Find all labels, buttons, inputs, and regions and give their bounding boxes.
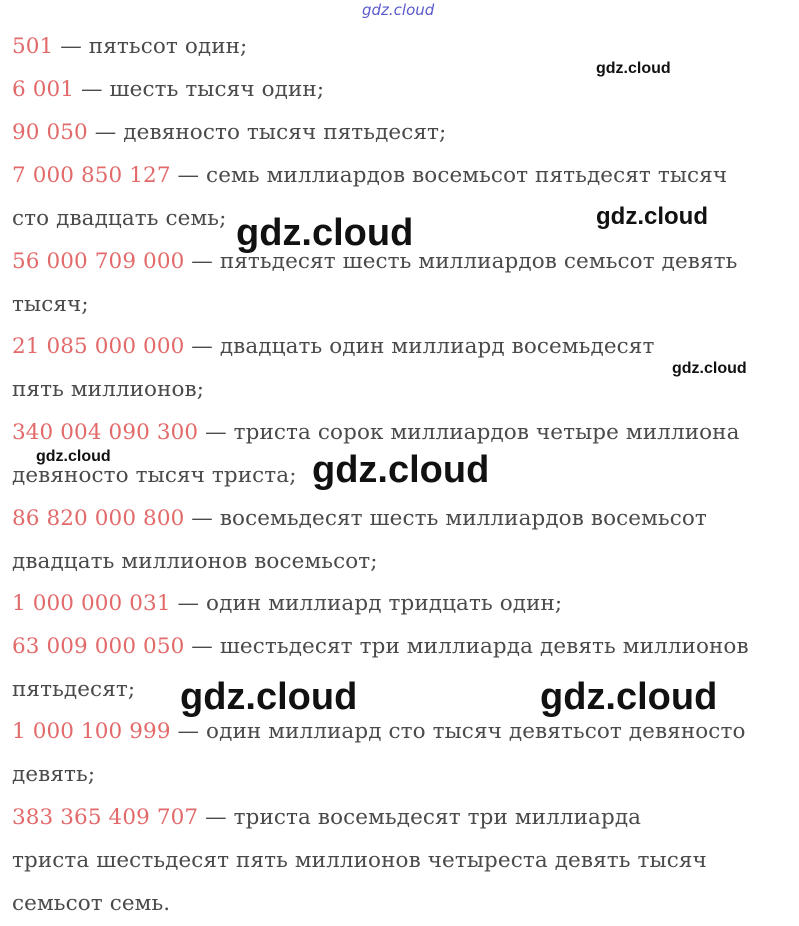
number-words: — пятьсот один;	[53, 34, 248, 59]
number-words: девяносто тысяч триста;	[12, 463, 297, 488]
number-value: 501	[12, 34, 54, 59]
number-words: семьсот семь.	[12, 891, 171, 916]
number-value: 383 365 409 707	[12, 805, 199, 830]
number-words: — девяносто тысяч пятьдесят;	[87, 120, 447, 145]
number-line	[12, 504, 707, 534]
number-words: — восемьдесят шесть миллиардов восемьсот	[184, 506, 707, 531]
continuation-line	[12, 461, 297, 491]
number-value: 7 000 850 127	[12, 163, 171, 188]
number-words: — пятьдесят шесть миллиардов семьсот девять	[184, 249, 738, 274]
number-words: триста шестьдесят пять миллионов четыреста девять тысяч	[12, 848, 707, 873]
number-words: — шесть тысяч один;	[74, 77, 325, 102]
number-line	[12, 32, 247, 62]
continuation-line	[12, 375, 204, 405]
number-words: пять миллионов;	[12, 377, 205, 402]
number-line	[12, 161, 727, 191]
continuation-line	[12, 675, 135, 705]
number-value: 340 004 090 300	[12, 420, 199, 445]
number-line	[12, 632, 749, 662]
number-line	[12, 717, 746, 747]
number-words: — двадцать один миллиард восемьдесят	[184, 334, 655, 359]
watermark: gdz.cloud	[596, 60, 671, 77]
number-line	[12, 75, 324, 105]
number-value: 1 000 000 031	[12, 591, 171, 616]
number-words: — один миллиард сто тысяч девятьсот девяносто	[170, 719, 746, 744]
continuation-line	[12, 760, 95, 790]
watermark: gdz.cloud	[36, 448, 111, 465]
number-words: — шестьдесят три миллиарда девять миллионов	[184, 634, 749, 659]
continuation-line	[12, 889, 170, 919]
watermark: gdz.cloud	[672, 360, 747, 377]
number-value: 1 000 100 999	[12, 719, 171, 744]
number-words: пятьдесят;	[12, 677, 136, 702]
number-words: — триста восемьдесят три миллиарда	[198, 805, 642, 830]
number-line	[12, 589, 562, 619]
number-words: сто двадцать семь;	[12, 206, 227, 231]
number-words: — триста сорок миллиардов четыре миллиона	[198, 420, 740, 445]
watermark: gdz.cloud	[236, 212, 414, 254]
watermark: gdz.cloud	[312, 449, 490, 491]
number-line	[12, 803, 641, 833]
number-words: девять;	[12, 762, 96, 787]
watermark: gdz.cloud	[540, 676, 718, 718]
number-value: 56 000 709 000	[12, 249, 185, 274]
number-value: 6 001	[12, 77, 75, 102]
number-words: — семь миллиардов восемьсот пятьдесят тысяч	[170, 163, 728, 188]
number-value: 21 085 000 000	[12, 334, 185, 359]
number-words: — один миллиард тридцать один;	[170, 591, 563, 616]
continuation-line	[12, 204, 226, 234]
number-words: двадцать миллионов восемьсот;	[12, 549, 378, 574]
number-line	[12, 332, 654, 362]
watermark: gdz.cloud	[180, 676, 358, 718]
watermark: gdz.cloud	[596, 203, 708, 230]
number-words: тысяч;	[12, 292, 89, 317]
continuation-line	[12, 547, 378, 577]
number-value: 63 009 000 050	[12, 634, 185, 659]
continuation-line	[12, 846, 707, 876]
watermark-top: gdz.cloud	[362, 1, 435, 19]
number-line	[12, 418, 740, 448]
number-value: 90 050	[12, 120, 88, 145]
number-line	[12, 118, 446, 148]
continuation-line	[12, 290, 89, 320]
number-value: 86 820 000 800	[12, 506, 185, 531]
